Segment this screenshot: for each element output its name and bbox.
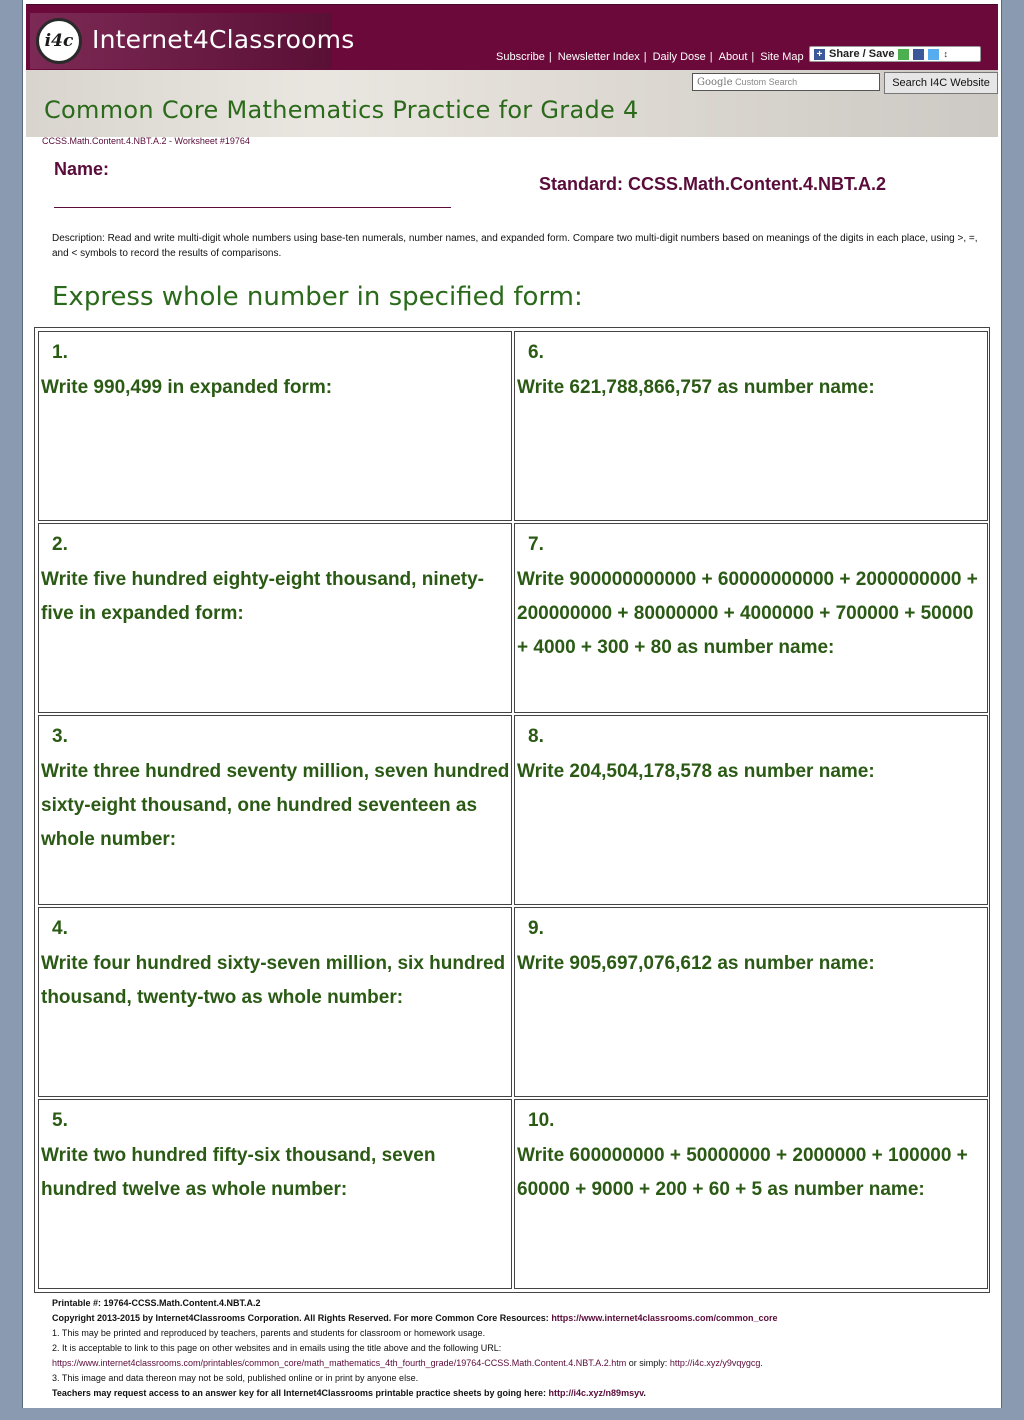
share-label: Share / Save xyxy=(829,48,895,60)
question-cell xyxy=(38,523,512,713)
question-number: 8. xyxy=(528,726,544,747)
answer-key-link[interactable]: http://i4c.xyz/n89msyv xyxy=(548,1388,644,1398)
questions-table xyxy=(34,327,990,1293)
worksheet-page xyxy=(22,0,1002,1408)
search-input[interactable] xyxy=(692,73,880,91)
questions-grid xyxy=(38,331,986,1289)
question-text: Write 905,697,076,612 as number name: xyxy=(517,953,875,974)
nav-separator: | xyxy=(643,51,647,63)
chevron-updown-icon[interactable]: ↕ xyxy=(943,49,948,59)
question-cell xyxy=(514,715,988,905)
site-logo[interactable] xyxy=(30,13,355,69)
question-number: 2. xyxy=(52,534,68,555)
question-number: 10. xyxy=(528,1110,555,1131)
common-core-link[interactable]: https://www.internet4classrooms.com/common_core xyxy=(551,1313,778,1323)
question-text: Write 204,504,178,578 as number name: xyxy=(517,761,875,782)
standard-label: Standard: CCSS.Math.Content.4.NBT.A.2 xyxy=(539,174,887,194)
question-number: 5. xyxy=(52,1110,68,1131)
nav-newsletter-index[interactable]: Newsletter Index xyxy=(557,51,640,63)
share-plus-icon: + xyxy=(814,49,825,60)
or-simply-text: or simply: xyxy=(628,1358,668,1368)
nav-separator: | xyxy=(709,51,713,63)
question-cell xyxy=(38,331,512,521)
twitter-icon[interactable] xyxy=(928,49,939,60)
nav-site-map[interactable]: Site Map xyxy=(760,51,804,63)
worksheet-url-link[interactable]: https://www.internet4classrooms.com/printables/common_core/math_mathematics_4th_fourth_grade/19764-CCSS.Math.Content.4.NBT.A.2.htm xyxy=(52,1358,627,1368)
header-banner xyxy=(26,70,998,137)
nav-separator: | xyxy=(751,51,755,63)
logo-text: Internet4Classrooms xyxy=(92,25,355,54)
email-share-icon[interactable] xyxy=(898,49,909,60)
question-text: Write 900000000000 + 60000000000 + 2000000000 + 200000000 + 80000000 + 4000000 + 700000 + 50000 + 4000 + 300 + 80 as number name: xyxy=(517,569,978,658)
nav-daily-dose[interactable]: Daily Dose xyxy=(652,51,706,63)
usage-note-2: 2. It is acceptable to link to this page on other websites and in emails using the title above and the following URL: xyxy=(52,1343,502,1353)
usage-note-3: 3. This image and data thereon may not be sold, published online or in print by anyone else. xyxy=(52,1373,419,1383)
question-number: 4. xyxy=(52,918,68,939)
search-button[interactable]: Search I4C Website xyxy=(884,72,998,94)
answer-key-text: Teachers may request access to an answer key for all Internet4Classrooms printable practice sheets by going here: xyxy=(52,1388,547,1398)
nav-about[interactable]: About xyxy=(718,51,748,63)
worksheet-id: CCSS.Math.Content.4.NBT.A.2 - Worksheet #19764 xyxy=(42,136,250,146)
question-cell xyxy=(514,523,988,713)
question-text: Write four hundred sixty-seven million, six hundred thousand, twenty-two as whole number: xyxy=(41,953,506,1008)
question-text: Write 600000000 + 50000000 + 2000000 + 100000 + 60000 + 9000 + 200 + 60 + 5 as number name: xyxy=(517,1145,968,1200)
question-cell xyxy=(514,331,988,521)
nav-separator: | xyxy=(548,51,552,63)
facebook-icon[interactable] xyxy=(913,49,924,60)
question-cell xyxy=(38,1099,512,1289)
google-logo: Google xyxy=(697,77,733,88)
question-number: 9. xyxy=(528,918,544,939)
question-text: Write two hundred fifty-six thousand, seven hundred twelve as whole number: xyxy=(41,1145,436,1200)
search-placeholder: Custom Search xyxy=(735,77,798,87)
answer-key-line: Teachers may request access to an answer key for all Internet4Classrooms printable practice sheets by going here: http://i4c.xyz/n89msyv. xyxy=(52,1388,646,1398)
section-title: Express whole number in specified form: xyxy=(52,282,583,312)
question-number: 6. xyxy=(528,342,544,363)
question-text: Write three hundred seventy million, seven hundred sixty-eight thousand, one hundred seventeen as whole number: xyxy=(41,761,510,850)
question-cell xyxy=(38,907,512,1097)
question-text: Write 990,499 in expanded form: xyxy=(41,377,333,398)
usage-note-1: 1. This may be printed and reproduced by teachers, parents and students for classroom or homework usage. xyxy=(52,1328,486,1338)
page-title: Common Core Mathematics Practice for Grade 4 xyxy=(44,96,639,124)
question-cell xyxy=(514,907,988,1097)
nav-subscribe[interactable]: Subscribe xyxy=(496,51,545,63)
question-number: 7. xyxy=(528,534,544,555)
short-url-link[interactable]: http://i4c.xyz/y9vqygcg xyxy=(669,1358,761,1368)
name-label: Name: xyxy=(54,159,110,179)
site-header xyxy=(26,4,998,70)
copyright-text: Copyright 2013-2015 by Internet4Classrooms Corporation. All Rights Reserved. For more Common Core Resources: xyxy=(52,1313,549,1323)
logo-badge-icon: i4c xyxy=(36,18,82,64)
footer xyxy=(52,1296,992,1401)
question-number: 3. xyxy=(52,726,68,747)
question-text: Write five hundred eighty-eight thousand, ninety-five in expanded form: xyxy=(41,569,484,624)
name-line xyxy=(54,207,451,208)
printable-number: Printable #: 19764-CCSS.Math.Content.4.NBT.A.2 xyxy=(52,1298,261,1308)
top-nav xyxy=(496,51,804,63)
share-save-button[interactable] xyxy=(809,46,981,62)
usage-note-2-urls: https://www.internet4classrooms.com/printables/common_core/math_mathematics_4th_fourth_grade/19764-CCSS.Math.Content.4.NBT.A.2.htm or simply: http://i4c.xyz/y9vqygcg. xyxy=(52,1358,763,1368)
description: Description: Read and write multi-digit whole numbers using base-ten numerals, number names, and expanded form. Compare two multi-digit numbers based on meanings of the digits in each place, using >, =, and < symbols to record the results of comparisons. xyxy=(52,233,978,259)
question-cell xyxy=(514,1099,988,1289)
question-cell xyxy=(38,715,512,905)
question-number: 1. xyxy=(52,342,68,363)
question-text: Write 621,788,866,757 as number name: xyxy=(517,377,875,398)
copyright-line xyxy=(52,1311,992,1326)
